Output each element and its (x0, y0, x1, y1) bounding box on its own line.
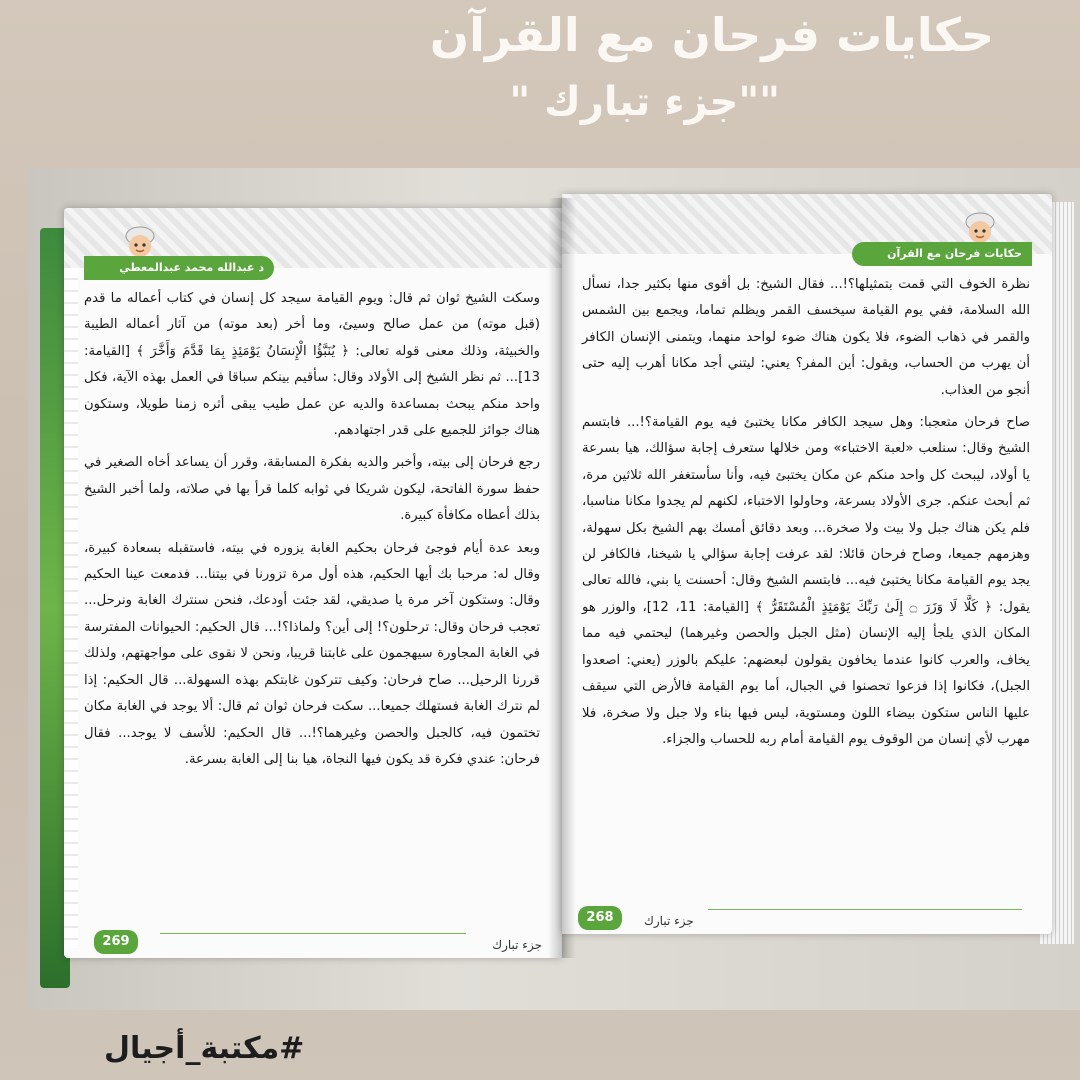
paragraph: نظرة الخوف التي قمت بتمثيلها؟!... فقال الشيخ: بل أقوى منها بكثير جدا، نسأل الله السلامة، ففي يوم القيامة سيخسف القمر ويظلم تماما، ويجمع بين الشمس والقمر في ذهاب الضوء، فلا يكون هناك ضوء لواحد منهما، ويتمنى الإنسان الكافر أن يهرب من الحساب، ويقول: أين المفر؟ يعني: ليتني أجد مكانا أهرب إليه حتى أنجو من العذاب. (582, 277, 1030, 398)
footer-line (160, 933, 466, 934)
footer-label: جزء تبارك (492, 938, 542, 952)
book-gutter-shadow (548, 198, 576, 958)
overlay-subtitle: ""جزء تبارك " (509, 79, 780, 125)
right-page (562, 194, 1052, 934)
paragraph: وبعد عدة أيام فوجئ فرحان بحكيم الغابة يزوره في بيته، فاستقبله بسعادة كبيرة، وقال له: مرحبا بك أيها الحكيم، هذه أول مرة تزورنا في بيتنا... فدمعت عينا الحكيم وقال: وستكون آخر مرة يا صديقي، لقد جئت أودعك، فنحن سنترك الغابة ونرحل... تعجب فرحان وقال: ترحلون؟! إلى أين؟ ولماذا؟!... قال الحكيم: الحيوانات المفترسة في الغابة المجاورة سيهجمون على غابتنا قريبا، ونحن لا نقوى على مواجهتهم، ولذلك قررنا الرحيل... صاح فرحان: وكيف تتركون غابتكم بهذه السهولة... قال الحكيم: إذا لم نترك الغابة فستهلك جميعا... سكت فرحان ثوان ثم قال: ألا يوجد في الغابة مكان تختمون فيه، كالجبل والحصن وغيرهما؟!... قال الحكيم: للأسف لا يوجد... فقال فرحان: عندي فكرة قد يكون فيها النجاة، هيا بنا إلى الغابة بسرعة. (84, 540, 540, 767)
page-header-book-title: حكايات فرحان مع القرآن (852, 242, 1032, 266)
page-margin-strip (64, 268, 78, 948)
page-number: 269 (94, 930, 138, 954)
left-page (64, 208, 562, 958)
paragraph: صاح فرحان متعجبا: وهل سيجد الكافر مكانا يختبئ فيه يوم القيامة؟!... فابتسم الشيخ وقال: سنلعب «لعبة الاختباء» ومن خلالها ستعرف إجابة سؤالك، هيا بسرعة يا أولاد، ليبحث كل واحد منكم عن مكان يختبئ فيه، وأنا سأستغفر الله ثلاثين مرة، ثم أبحث عنكم. جرى الأولاد بسرعة، وحاولوا الاختباء، لكنهم لم يجدوا مكانا مناسبا، فلم يكن هناك جبل ولا بيت ولا صخرة... وبعد دقائق أمسك بهم الشيخ بكل سهولة، وهزمهم جميعا، وصاح فرحان قائلا: لقد عرفت إجابة سؤالي يا شيخنا، فالكافر لن يجد يوم القيامة مكانا يختبئ فيه... فابتسم الشيخ وقال: أحسنت يا بني، فالله تعالى يقول: ﴿ كَلَّا لَا وَزَرَ ۝ إِلَىٰ رَبِّكَ يَوْمَئِذٍ الْمُسْتَقَرُّ ﴾ [القيامة: 11، 12]، والوزر هو المكان الذي يلجأ إليه الإنسان (مثل الجبل والحصن وغيرهما) ليحتمي فيه مما يخاف، والعرب كانوا عندما يخافون يقولون لبعضهم: عليكم بالوزر (يعني: اصعدوا الجبل)، فكانوا إذا فزعوا تحصنوا في الجبال، أما يوم القيامة فالأرض التي سيقف عليها الناس ستكون بيضاء اللون ومستوية، ليس فيها بناء ولا جبل ولا صخرة، فلا مهرب لأي إنسان من الوقوف يوم القيامة أمام ربه للحساب والجزاء. (582, 415, 1031, 747)
page-footer (80, 914, 546, 948)
paragraph: وسكت الشيخ ثوان ثم قال: ويوم القيامة سيجد كل إنسان في كتاب أعماله ما قدم (قبل موته) من عمل صالح وسيئ، وما أخر (بعد موته) من آثار أعماله الطيبة والخبيثة، وذلك معنى قوله تعالى: ﴿ يُنَبَّؤُا الْإِنسَانُ يَوْمَئِذٍ بِمَا قَدَّمَ وَأَخَّرَ ﴾ [القيامة: 13]... ثم نظر الشيخ إلى الأولاد وقال: سأقيم بينكم سباقا في العمل بهذه الآية، فكل واحد منكم يبحث بمساعدة والديه عن عمل طيب يبقى أثره زمنا طويلا، وستكون هناك جوائز للجميع على قدر اجتهادهم. (84, 291, 540, 439)
overlay-title: حكايات فرحان مع القرآن (429, 8, 994, 62)
left-page-text (84, 286, 540, 779)
right-page-text (582, 272, 1030, 759)
page-header-author: د عبدالله محمد عبدالمعطي (84, 256, 274, 280)
page-number: 268 (578, 906, 622, 930)
paragraph: رجع فرحان إلى بيته، وأخبر والديه بفكرة المسابقة، وقرر أن يساعد أخاه الصغير في حفظ سورة الفاتحة، ليكون شريكا في ثوابه كلما قرأ بها في صلاته، ولما أخبر الشيخ بذلك أعطاه مكافأة كبيرة. (84, 455, 540, 524)
library-hashtag: #مكتبة_أجيال (104, 1031, 305, 1066)
footer-label: جزء تبارك (644, 914, 694, 928)
book-photo (28, 168, 1080, 1010)
footer-line (708, 909, 1022, 910)
